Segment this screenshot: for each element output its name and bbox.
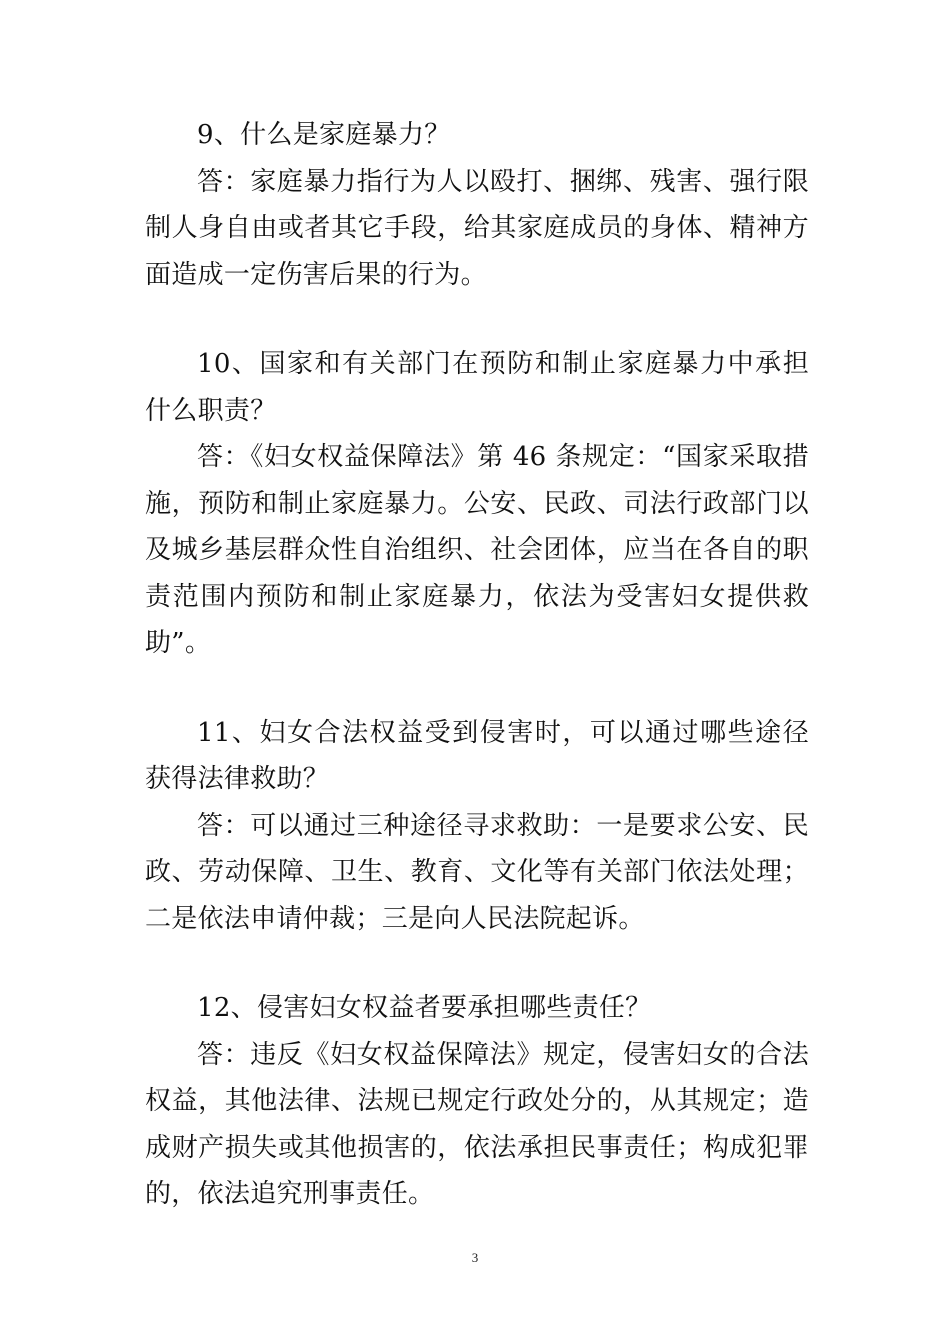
qa-section-12: [145, 985, 809, 1218]
qa-section-10: [145, 341, 809, 667]
answer-12: 答：违反《妇女权益保障法》规定，侵害妇女的合法权益，其他法律、法规已规定行政处分的，从其规定；造成财产损失或其他损害的，依法承担民事责任；构成犯罪的，依法追究刑事责任。: [145, 1039, 809, 1209]
page-number: 3: [471, 1250, 479, 1265]
document-body: [145, 112, 809, 1218]
answer-11: 答：可以通过三种途径寻求救助：一是要求公安、民政、劳动保障、卫生、教育、文化等有关部门依法处理；二是依法申请仲裁；三是向人民法院起诉。: [145, 810, 809, 934]
question-11: 11、妇女合法权益受到侵害时，可以通过哪些途径获得法律救助？: [145, 717, 809, 794]
qa-section-9: [145, 112, 809, 298]
question-12: 12、侵害妇女权益者要承担哪些责任？: [197, 993, 652, 1023]
question-9: 9、什么是家庭暴力？: [197, 120, 451, 150]
question-10: 10、国家和有关部门在预防和制止家庭暴力中承担什么职责？: [145, 349, 809, 426]
answer-10: 答：《妇女权益保障法》第 46 条规定：“国家采取措施，预防和制止家庭暴力。公安、民政、司法行政部门以及城乡基层群众性自治组织、社会团体，应当在各自的职责范围内预防和制止家庭暴力，依法为受害妇女提供救助”。: [145, 442, 809, 658]
qa-section-11: [145, 710, 809, 943]
answer-9: 答：家庭暴力指行为人以殴打、捆绑、残害、强行限制人身自由或者其它手段，给其家庭成员的身体、精神方面造成一定伤害后果的行为。: [145, 166, 809, 290]
